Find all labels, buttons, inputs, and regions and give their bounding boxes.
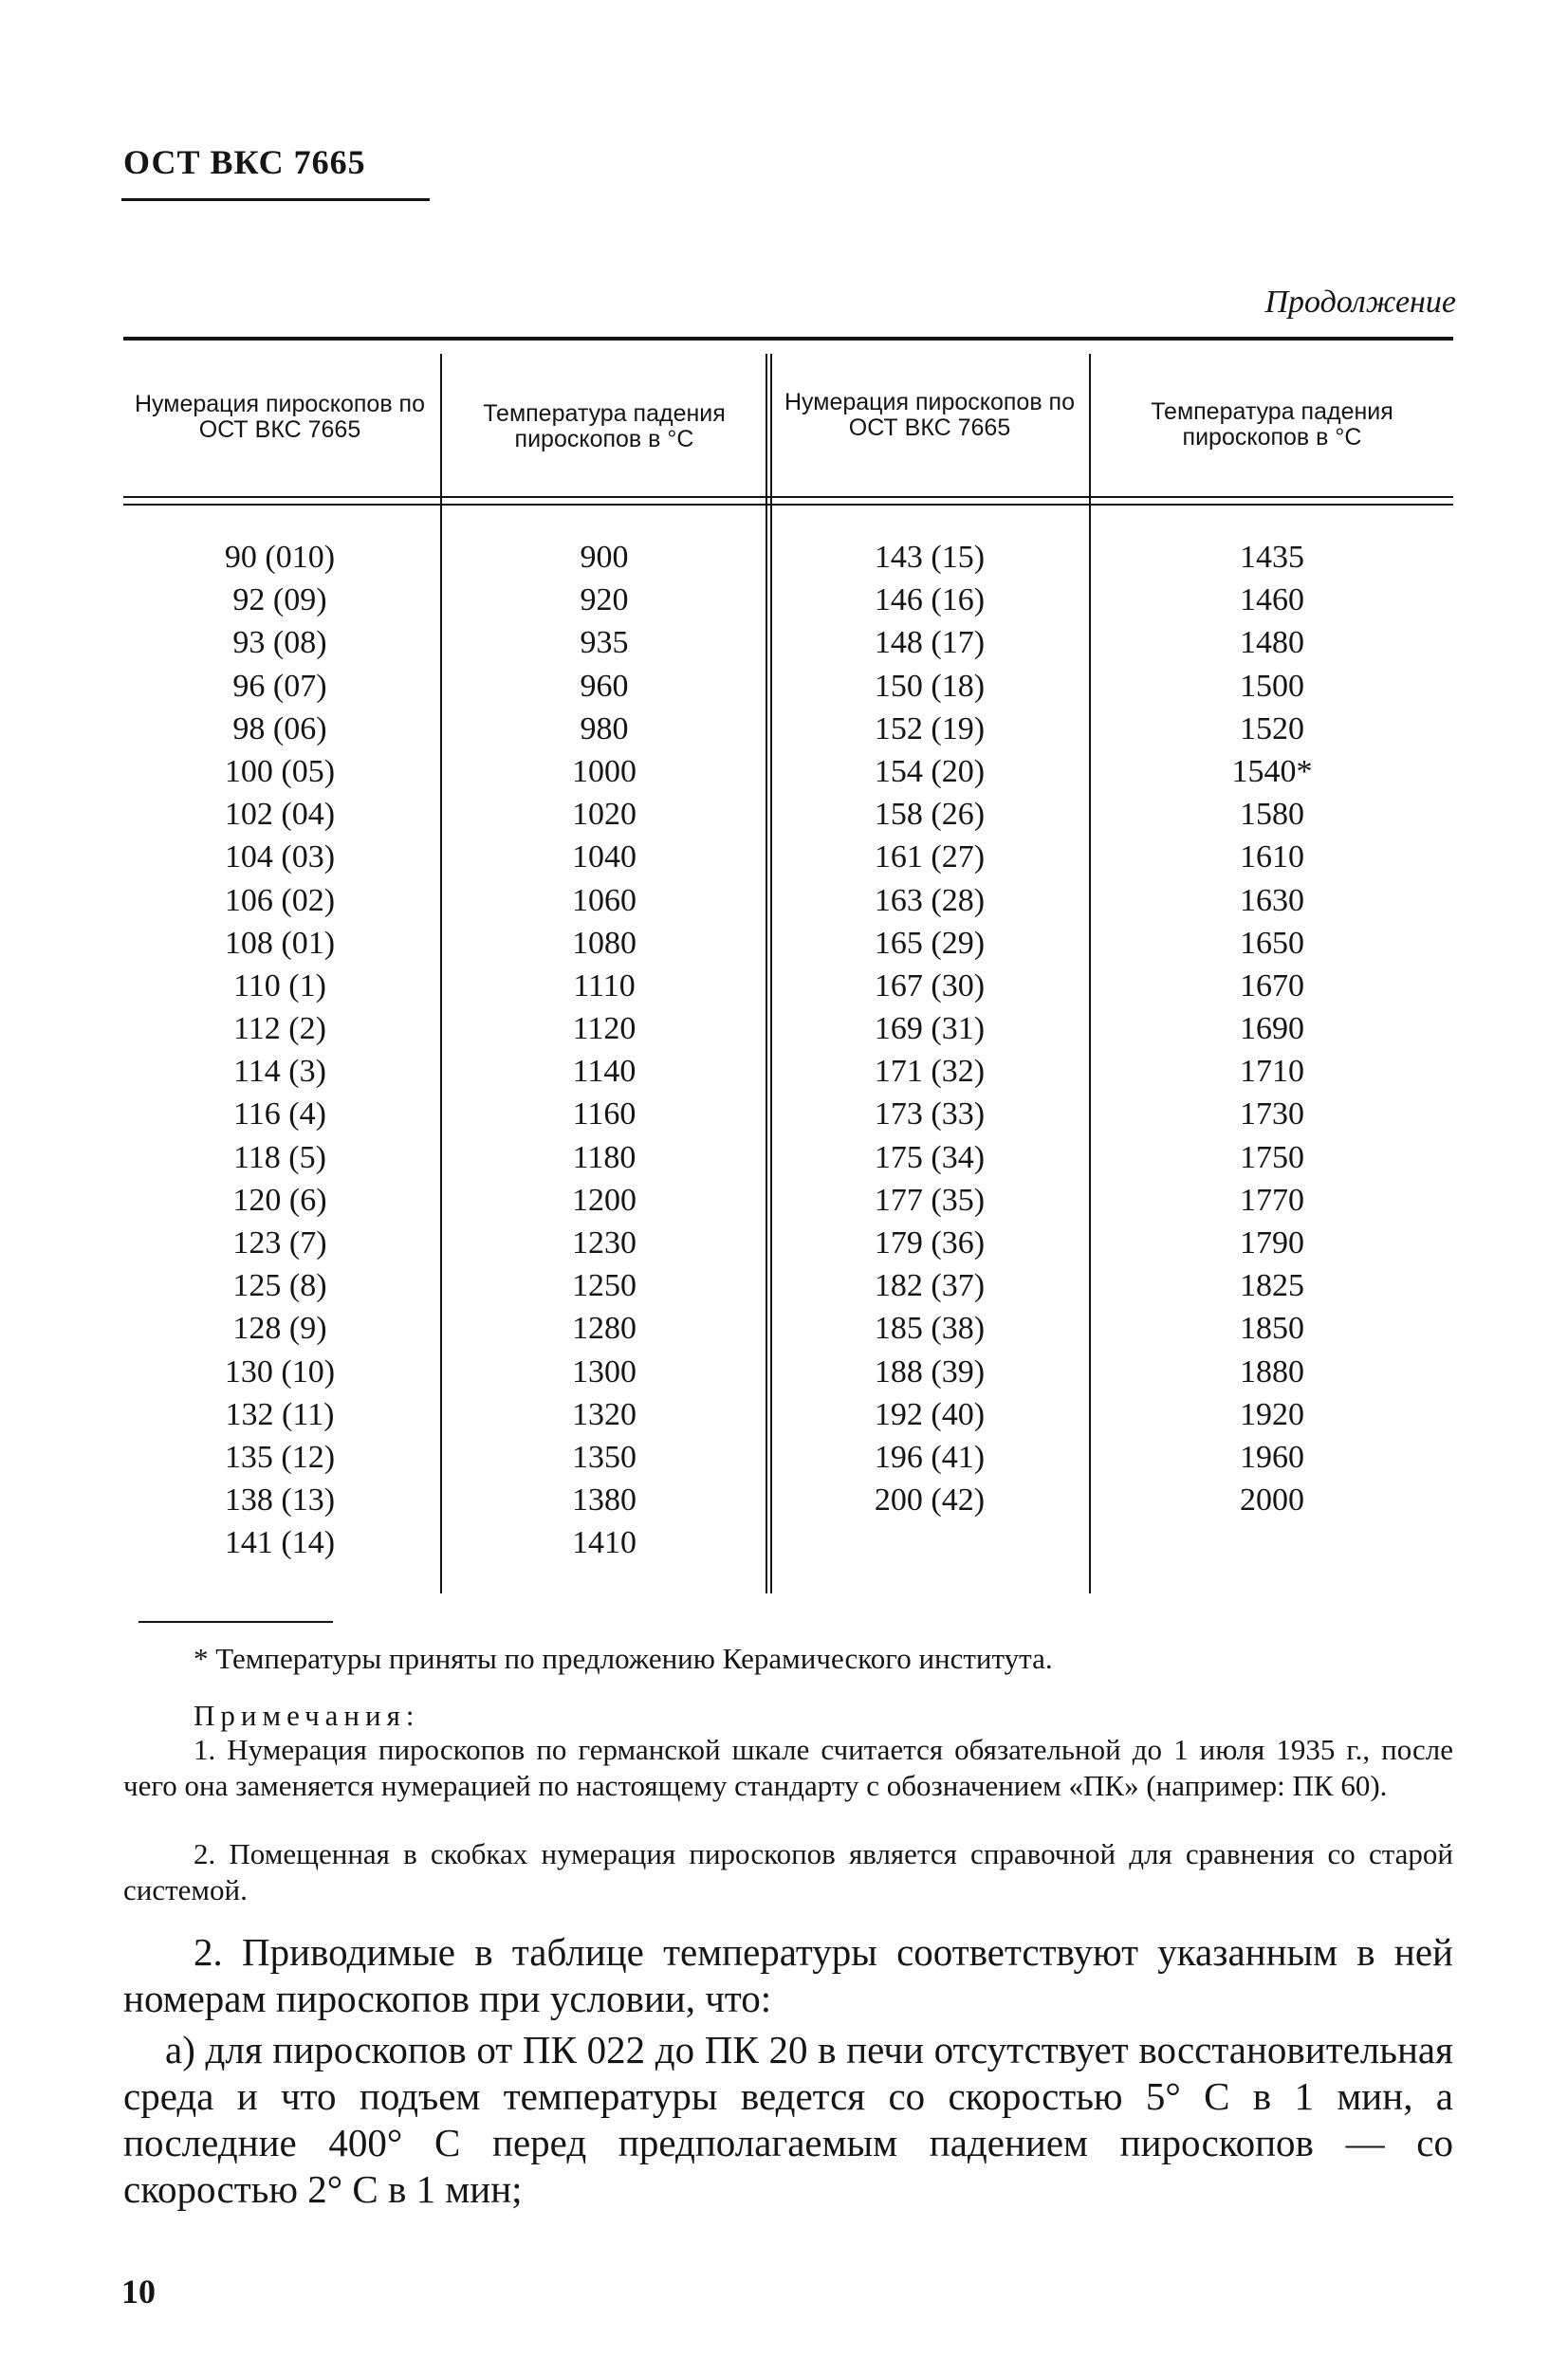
table-cell: 1250 [572, 1268, 636, 1304]
body-paragraph [123, 1929, 1453, 2022]
table-cell: 1690 [1240, 1011, 1304, 1047]
note-text: 2. Помещенная в скобках нумерация пироскопов является справочной для сравнения со старой системой. [123, 1837, 1453, 1906]
table-cell: 132 (11) [225, 1396, 335, 1432]
header-bottom-rule-double [123, 504, 1453, 506]
table-cell: 135 (12) [224, 1439, 336, 1475]
table-cell: 1000 [572, 753, 636, 789]
table-cell: 1790 [1240, 1225, 1304, 1261]
table-cell: 120 (6) [232, 1182, 327, 1218]
table-cell: 1180 [572, 1139, 636, 1175]
table-cell: 167 (30) [874, 967, 986, 1003]
table-cell: 128 (9) [232, 1311, 327, 1347]
table-cell: 182 (37) [874, 1268, 986, 1304]
table-cell: 116 (4) [233, 1096, 326, 1132]
table-cell: 108 (01) [224, 925, 336, 961]
table-cell: 112 (2) [233, 1011, 326, 1047]
notes-heading: Примечания: [194, 1699, 420, 1732]
table-cell: 1350 [572, 1439, 636, 1475]
table-cell: 1630 [1240, 882, 1304, 918]
table-cell: 1020 [572, 797, 636, 833]
table-cell: 1610 [1240, 839, 1304, 875]
table-cell: 1520 [1240, 710, 1304, 746]
table-cell: 158 (26) [874, 797, 986, 833]
table-cell: 143 (15) [874, 540, 986, 575]
table-cell: 152 (19) [874, 710, 986, 746]
column-divider [1089, 354, 1091, 1593]
table-cell: 1410 [572, 1525, 636, 1561]
table-top-rule [123, 337, 1453, 341]
note-text: 1. Нумерация пироскопов по германской шкале считается обязательной до 1 июля 1935 г., после чего она заменяется нумерацией по настоящему стандарту с обозначением «ПК» (например: ПК 60). [123, 1733, 1453, 1802]
column-header-numbering: Нумерация пироскопов по ОСТ ВКС 7665 [135, 391, 425, 443]
table-cell: 1230 [572, 1225, 636, 1261]
column-divider [440, 354, 442, 1593]
table-cell: 130 (10) [224, 1353, 336, 1390]
table-cell: 138 (13) [224, 1482, 336, 1519]
column-header-temperature: Температура падения пироскопов в °С [1151, 398, 1393, 451]
table-cell: 1460 [1240, 582, 1304, 618]
table-cell: 96 (07) [232, 668, 327, 704]
table-cell: 1200 [572, 1182, 636, 1218]
table-cell: 1670 [1240, 967, 1304, 1003]
table-cell: 175 (34) [874, 1139, 986, 1175]
table-cell: 1500 [1240, 668, 1304, 704]
table-cell: 1120 [572, 1011, 636, 1047]
note-item [123, 1732, 1453, 1804]
temperature-column [448, 536, 761, 1565]
table-cell: 1480 [1240, 625, 1304, 661]
table-cell: 1770 [1240, 1182, 1304, 1218]
pyroscope-table [123, 337, 1453, 1589]
table-cell: 1060 [572, 882, 636, 918]
table-cell: 165 (29) [874, 925, 986, 961]
table-cell: 1580 [1240, 797, 1304, 833]
table-cell: 200 (42) [874, 1482, 986, 1519]
table-cell: 196 (41) [874, 1439, 986, 1475]
table-cell: 161 (27) [874, 839, 986, 875]
table-cell: 1750 [1240, 1139, 1304, 1175]
table-cell: 100 (05) [224, 753, 336, 789]
table-cell: 104 (03) [224, 839, 336, 875]
table-cell: 154 (20) [874, 753, 986, 789]
table-cell: 2000 [1240, 1482, 1304, 1519]
column-header-temperature: Температура падения пироскопов в °С [483, 400, 726, 452]
table-cell: 1880 [1240, 1353, 1304, 1390]
table-cell: 177 (35) [874, 1182, 986, 1218]
paragraph-text: а) для пироскопов от ПК 022 до ПК 20 в печи отсутствует восстановительная среда и что подъем температуры ведется со скоростью 5° С в 1 мин, а последние 400° С перед предполагаемым падением пироскопов — со скоростью 2° С в 1 мин; [123, 2028, 1453, 2211]
table-cell: 141 (14) [224, 1525, 336, 1561]
table-cell: 935 [580, 625, 629, 661]
paragraph-text: 2. Приводимые в таблице температуры соответствуют указанным в ней номерам пироскопов при условии, что: [123, 1930, 1453, 2020]
table-cell: 125 (8) [232, 1268, 327, 1304]
table-cell: 150 (18) [874, 668, 986, 704]
pyroscope-number-column [778, 536, 1081, 1521]
table-cell: 900 [580, 540, 629, 575]
table-cell: 1825 [1240, 1268, 1304, 1304]
column-header-numbering: Нумерация пироскопов по ОСТ ВКС 7665 [784, 389, 1075, 441]
table-cell: 1320 [572, 1396, 636, 1432]
header-bottom-rule [123, 496, 1453, 498]
table-cell: 188 (39) [874, 1353, 986, 1390]
table-cell: 1730 [1240, 1096, 1304, 1132]
table-cell: 173 (33) [874, 1096, 986, 1132]
table-cell: 1140 [572, 1054, 636, 1090]
table-cell: 146 (16) [874, 582, 986, 618]
table-cell: 110 (1) [233, 967, 326, 1003]
table-cell: 185 (38) [874, 1311, 986, 1347]
table-cell: 102 (04) [224, 797, 336, 833]
table-cell: 1850 [1240, 1311, 1304, 1347]
table-cell: 148 (17) [874, 625, 986, 661]
table-cell: 93 (08) [232, 625, 327, 661]
table-cell: 123 (7) [232, 1225, 327, 1261]
column-divider [766, 354, 767, 1593]
table-cell: 1040 [572, 839, 636, 875]
table-cell: 92 (09) [232, 582, 327, 618]
table-cell: 1110 [573, 967, 636, 1003]
table-cell: 179 (36) [874, 1225, 986, 1261]
table-cell: 163 (28) [874, 882, 986, 918]
column-divider [770, 354, 772, 1593]
footnote: * Температуры приняты по предложению Керамического института. [194, 1642, 1053, 1675]
table-cell: 920 [580, 582, 629, 618]
table-cell: 171 (32) [874, 1054, 986, 1090]
table-cell: 1080 [572, 925, 636, 961]
page-number: 10 [121, 2273, 156, 2311]
table-cell: 192 (40) [874, 1396, 986, 1432]
table-cell: 1435 [1240, 540, 1304, 575]
table-cell: 1710 [1240, 1054, 1304, 1090]
table-cell: 1160 [572, 1096, 636, 1132]
table-cell: 1650 [1240, 925, 1304, 961]
table-cell: 114 (3) [233, 1054, 326, 1090]
table-cell: 1960 [1240, 1439, 1304, 1475]
table-cell: 1280 [572, 1311, 636, 1347]
body-paragraph [123, 2027, 1453, 2213]
table-cell: 90 (010) [224, 540, 336, 575]
footnote-rule [138, 1621, 333, 1623]
table-cell: 1300 [572, 1353, 636, 1390]
note-item [123, 1836, 1453, 1908]
continuation-label: Продолжение [1264, 285, 1456, 320]
temperature-column [1097, 536, 1448, 1521]
pyroscope-number-column [128, 536, 432, 1565]
table-cell: 1540* [1231, 753, 1313, 789]
table-cell: 98 (06) [232, 710, 327, 746]
table-cell: 1920 [1240, 1396, 1304, 1432]
table-cell: 1380 [572, 1482, 636, 1519]
document-code: ОСТ ВКС 7665 [123, 143, 366, 181]
table-cell: 118 (5) [233, 1139, 326, 1175]
header-rule [121, 198, 430, 201]
table-cell: 960 [580, 668, 629, 704]
table-cell: 106 (02) [224, 882, 336, 918]
table-cell: 980 [580, 710, 629, 746]
table-cell: 169 (31) [874, 1011, 986, 1047]
